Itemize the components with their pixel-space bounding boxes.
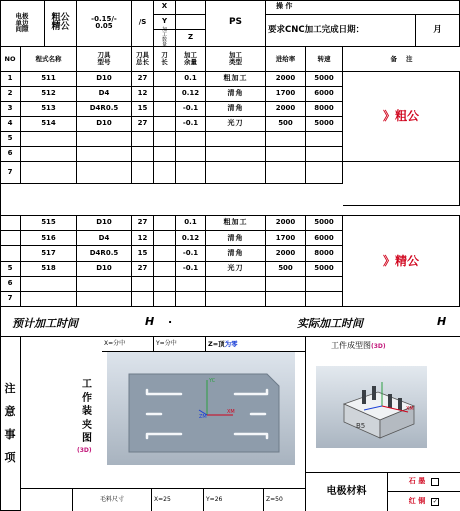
- column-header-4: 刀 长: [154, 47, 176, 72]
- rough-row-3-tool[interactable]: D10: [77, 117, 132, 132]
- fine-row-4-total[interactable]: [132, 277, 154, 292]
- fine-row-3-type[interactable]: 光刀: [206, 262, 266, 277]
- actual-time-label: 实际加工时间: [297, 317, 363, 330]
- rough-row-6-feed[interactable]: [266, 162, 306, 184]
- svg-text:ZM: ZM: [199, 414, 207, 420]
- svg-text:XM: XM: [406, 406, 414, 412]
- actual-h: H: [437, 315, 447, 328]
- rough-row-2-len[interactable]: [154, 102, 176, 117]
- stock-x: X=25: [152, 489, 204, 511]
- fine-row-5-len[interactable]: [154, 292, 176, 307]
- rough-row-3-len[interactable]: [154, 117, 176, 132]
- fine-row-3-speed[interactable]: 5000: [306, 262, 343, 277]
- frame-left: [0, 0, 1, 511]
- fine-row-0-speed[interactable]: 5000: [306, 216, 343, 231]
- fine-row-1-allow[interactable]: 0.12: [176, 231, 206, 246]
- fine-row-4-allow[interactable]: [176, 277, 206, 292]
- spacer-row: [0, 206, 460, 216]
- rough-row-2-feed[interactable]: 2000: [266, 102, 306, 117]
- fine-row-1-speed[interactable]: 6000: [306, 231, 343, 246]
- material-label: 电极材料: [306, 473, 388, 511]
- rough-row-2-prog[interactable]: 513: [21, 102, 77, 117]
- copper-label: 红 铜: [408, 496, 426, 505]
- rough-row-0-tool[interactable]: D10: [77, 72, 132, 87]
- stock-y: Y=26: [204, 489, 264, 511]
- rough-row-2-tool[interactable]: D4R0.5: [77, 102, 132, 117]
- rough-row-0-no[interactable]: 1: [0, 72, 21, 87]
- clamp-code: (3D): [77, 447, 92, 454]
- rough-remark-lower: [343, 162, 460, 206]
- fine-row-2-allow[interactable]: -0.1: [176, 246, 206, 261]
- rough-row-5-no[interactable]: 6: [0, 147, 21, 162]
- fine-row-1-feed[interactable]: 1700: [266, 231, 306, 246]
- estimated-dot: .: [168, 313, 173, 326]
- copper-checkbox[interactable]: ✓: [432, 497, 438, 505]
- fine-row-3-feed[interactable]: 500: [266, 262, 306, 277]
- fine-row-5-prog[interactable]: [21, 292, 77, 307]
- estimated-h: H: [145, 315, 155, 328]
- qty-label: 加 工 数 量: [154, 30, 176, 47]
- fine-row-2-prog[interactable]: 517: [21, 246, 77, 261]
- rough-row-4-prog[interactable]: [21, 132, 77, 147]
- electrode-iso-svg: [316, 366, 427, 448]
- rough-row-1-speed[interactable]: 6000: [306, 87, 343, 102]
- rough-row-6-len[interactable]: [154, 162, 176, 184]
- part-view-drawing: [316, 366, 427, 448]
- request-date-label: 要求CNC加工完成日期：: [266, 15, 416, 47]
- x-center-cell: X=分中: [102, 337, 154, 352]
- rough-row-1-no[interactable]: 2: [0, 87, 21, 102]
- fine-row-0-feed[interactable]: 2000: [266, 216, 306, 231]
- fine-row-5-feed[interactable]: [266, 292, 306, 307]
- part-view-text: 工件成型图: [331, 341, 371, 350]
- fine-row-2-total[interactable]: 15: [132, 246, 154, 261]
- gap-values: -0.15/- 0.05: [77, 0, 132, 47]
- rough-row-4-len[interactable]: [154, 132, 176, 147]
- y-center-cell: Y=分中: [154, 337, 206, 352]
- rough-row-6-total[interactable]: [132, 162, 154, 184]
- rough-row-3-allow[interactable]: -0.1: [176, 117, 206, 132]
- ps-label: PS: [206, 0, 266, 47]
- rough-fine-label: 粗公 精公: [45, 0, 77, 47]
- column-header-6: 加工 类型: [206, 47, 266, 72]
- fine-row-3-prog[interactable]: 518: [21, 262, 77, 277]
- y-label: Y: [154, 15, 176, 30]
- graphite-checkbox[interactable]: [431, 478, 439, 486]
- z-zero-suffix: 为零: [224, 339, 238, 348]
- rough-row-0-total[interactable]: 27: [132, 72, 154, 87]
- z-label: Z: [176, 30, 206, 47]
- rough-row-3-total[interactable]: 27: [132, 117, 154, 132]
- rough-row-4-allow[interactable]: [176, 132, 206, 147]
- rough-row-5-allow[interactable]: [176, 147, 206, 162]
- month-label: 月: [416, 15, 460, 47]
- column-header-0: NO: [0, 47, 21, 72]
- copper-option[interactable]: [388, 492, 460, 511]
- rough-row-2-no[interactable]: 3: [0, 102, 21, 117]
- rough-row-1-tool[interactable]: D4: [77, 87, 132, 102]
- electrode-gap-label: 电极 单边 间隙: [0, 0, 45, 47]
- fine-row-0-allow[interactable]: 0.1: [176, 216, 206, 231]
- fine-row-2-len[interactable]: [154, 246, 176, 261]
- fine-row-4-feed[interactable]: [266, 277, 306, 292]
- rough-row-0-len[interactable]: [154, 72, 176, 87]
- electrode-topview-svg: [107, 352, 295, 465]
- fine-row-0-total[interactable]: 27: [132, 216, 154, 231]
- fine-row-4-type[interactable]: [206, 277, 266, 292]
- fine-row-1-prog[interactable]: 516: [21, 231, 77, 246]
- rough-row-5-speed[interactable]: [306, 147, 343, 162]
- fine-row-0-type[interactable]: 粗加工: [206, 216, 266, 231]
- rough-row-2-type[interactable]: 清角: [206, 102, 266, 117]
- fine-row-5-no[interactable]: 7: [0, 292, 21, 307]
- fine-row-4-len[interactable]: [154, 277, 176, 292]
- rough-row-2-speed[interactable]: 8000: [306, 102, 343, 117]
- rough-row-1-type[interactable]: 清角: [206, 87, 266, 102]
- slash-s: /S: [132, 0, 154, 47]
- rough-remark: 》粗公: [343, 72, 460, 162]
- fine-row-0-prog[interactable]: 515: [21, 216, 77, 231]
- rough-row-6-speed[interactable]: [306, 162, 343, 184]
- fine-row-5-allow[interactable]: [176, 292, 206, 307]
- rough-row-3-prog[interactable]: 514: [21, 117, 77, 132]
- x-value[interactable]: [176, 0, 206, 15]
- fine-row-1-total[interactable]: 12: [132, 231, 154, 246]
- rough-row-4-tool[interactable]: [77, 132, 132, 147]
- fine-row-2-no[interactable]: [0, 246, 21, 261]
- fine-row-5-type[interactable]: [206, 292, 266, 307]
- column-header-7: 进给率: [266, 47, 306, 72]
- fine-row-4-tool[interactable]: [77, 277, 132, 292]
- column-header-2: 刀具 型号: [77, 47, 132, 72]
- rough-row-6-no[interactable]: 7: [0, 162, 21, 184]
- fine-row-5-speed[interactable]: [306, 292, 343, 307]
- clamp-label: 工 作 装 夹 图: [82, 379, 92, 444]
- rough-row-6-tool[interactable]: [77, 162, 132, 184]
- estimated-time-label: 预计加工时间: [12, 317, 78, 330]
- rough-row-3-feed[interactable]: 500: [266, 117, 306, 132]
- rough-row-1-feed[interactable]: 1700: [266, 87, 306, 102]
- rough-row-0-speed[interactable]: 5000: [306, 72, 343, 87]
- fine-row-1-no[interactable]: [0, 231, 21, 246]
- graphite-label: 石 墨: [408, 477, 426, 486]
- rough-row-5-tool[interactable]: [77, 147, 132, 162]
- rough-row-3-speed[interactable]: 5000: [306, 117, 343, 132]
- part-view-label: [331, 340, 386, 351]
- column-header-8: 转速: [306, 47, 343, 72]
- fine-row-5-tool[interactable]: [77, 292, 132, 307]
- fine-row-2-feed[interactable]: 2000: [266, 246, 306, 261]
- fine-row-4-speed[interactable]: [306, 277, 343, 292]
- stock-size-label: 毛料尺寸: [73, 489, 152, 511]
- rough-row-4-type[interactable]: [206, 132, 266, 147]
- rough-row-5-total[interactable]: [132, 147, 154, 162]
- fine-remark: 》精公: [343, 216, 460, 307]
- stock-z: Z=50: [264, 489, 306, 511]
- rough-row-4-feed[interactable]: [266, 132, 306, 147]
- fine-row-3-tool[interactable]: D10: [77, 262, 132, 277]
- rough-row-6-prog[interactable]: [21, 162, 77, 184]
- column-header-5: 加工 余量: [176, 47, 206, 72]
- fine-row-3-no[interactable]: 5: [0, 262, 21, 277]
- column-header-3: 刀具 总长: [132, 47, 154, 72]
- stock-left-blank: [21, 489, 73, 511]
- rough-row-1-allow[interactable]: 0.12: [176, 87, 206, 102]
- rough-row-1-len[interactable]: [154, 87, 176, 102]
- clamp-drawing: [107, 352, 295, 465]
- fine-row-5-total[interactable]: [132, 292, 154, 307]
- svg-text:YC: YC: [209, 378, 216, 384]
- rough-row-1-prog[interactable]: 512: [21, 87, 77, 102]
- x-label: X: [154, 0, 176, 15]
- rough-row-0-feed[interactable]: 2000: [266, 72, 306, 87]
- rough-row-0-type[interactable]: 粗加工: [206, 72, 266, 87]
- svg-text:XM: XM: [227, 409, 235, 415]
- z-zero-cell: [206, 337, 306, 352]
- rough-row-6-allow[interactable]: [176, 162, 206, 184]
- rough-row-4-no[interactable]: 5: [0, 132, 21, 147]
- rough-row-1-total[interactable]: 12: [132, 87, 154, 102]
- column-header-1: 程式名称: [21, 47, 77, 72]
- rough-row-3-no[interactable]: 4: [0, 117, 21, 132]
- frame-top: [0, 0, 460, 1]
- fine-row-1-len[interactable]: [154, 231, 176, 246]
- part-view-code: (3D): [371, 343, 386, 350]
- fine-row-4-prog[interactable]: [21, 277, 77, 292]
- fine-row-4-no[interactable]: 6: [0, 277, 21, 292]
- rough-row-2-allow[interactable]: -0.1: [176, 102, 206, 117]
- fine-row-2-type[interactable]: 清角: [206, 246, 266, 261]
- z-zero-label: Z=顶: [208, 339, 225, 348]
- fine-row-2-tool[interactable]: D4R0.5: [77, 246, 132, 261]
- rough-row-3-type[interactable]: 光刀: [206, 117, 266, 132]
- rough-row-5-type[interactable]: [206, 147, 266, 162]
- rough-row-4-total[interactable]: [132, 132, 154, 147]
- y-value[interactable]: [176, 15, 206, 30]
- fine-row-0-no[interactable]: [0, 216, 21, 231]
- rough-row-5-len[interactable]: [154, 147, 176, 162]
- fine-row-1-tool[interactable]: D4: [77, 231, 132, 246]
- rough-row-0-allow[interactable]: 0.1: [176, 72, 206, 87]
- graphite-option[interactable]: [388, 473, 460, 492]
- rough-row-5-feed[interactable]: [266, 147, 306, 162]
- fine-row-0-tool[interactable]: D10: [77, 216, 132, 231]
- rough-row-6-type[interactable]: [206, 162, 266, 184]
- fine-row-3-allow[interactable]: -0.1: [176, 262, 206, 277]
- fine-row-0-len[interactable]: [154, 216, 176, 231]
- fine-row-3-len[interactable]: [154, 262, 176, 277]
- operator-label: 操 作: [266, 0, 460, 15]
- rough-row-4-speed[interactable]: [306, 132, 343, 147]
- fine-row-3-total[interactable]: 27: [132, 262, 154, 277]
- fine-row-1-type[interactable]: 清角: [206, 231, 266, 246]
- notes-side-label: 注 意 事 项: [0, 337, 21, 511]
- svg-text:B5: B5: [356, 422, 366, 430]
- fine-row-2-speed[interactable]: 8000: [306, 246, 343, 261]
- column-header-9: 备 注: [343, 47, 460, 72]
- rough-row-2-total[interactable]: 15: [132, 102, 154, 117]
- rough-row-5-prog[interactable]: [21, 147, 77, 162]
- rough-row-0-prog[interactable]: 511: [21, 72, 77, 87]
